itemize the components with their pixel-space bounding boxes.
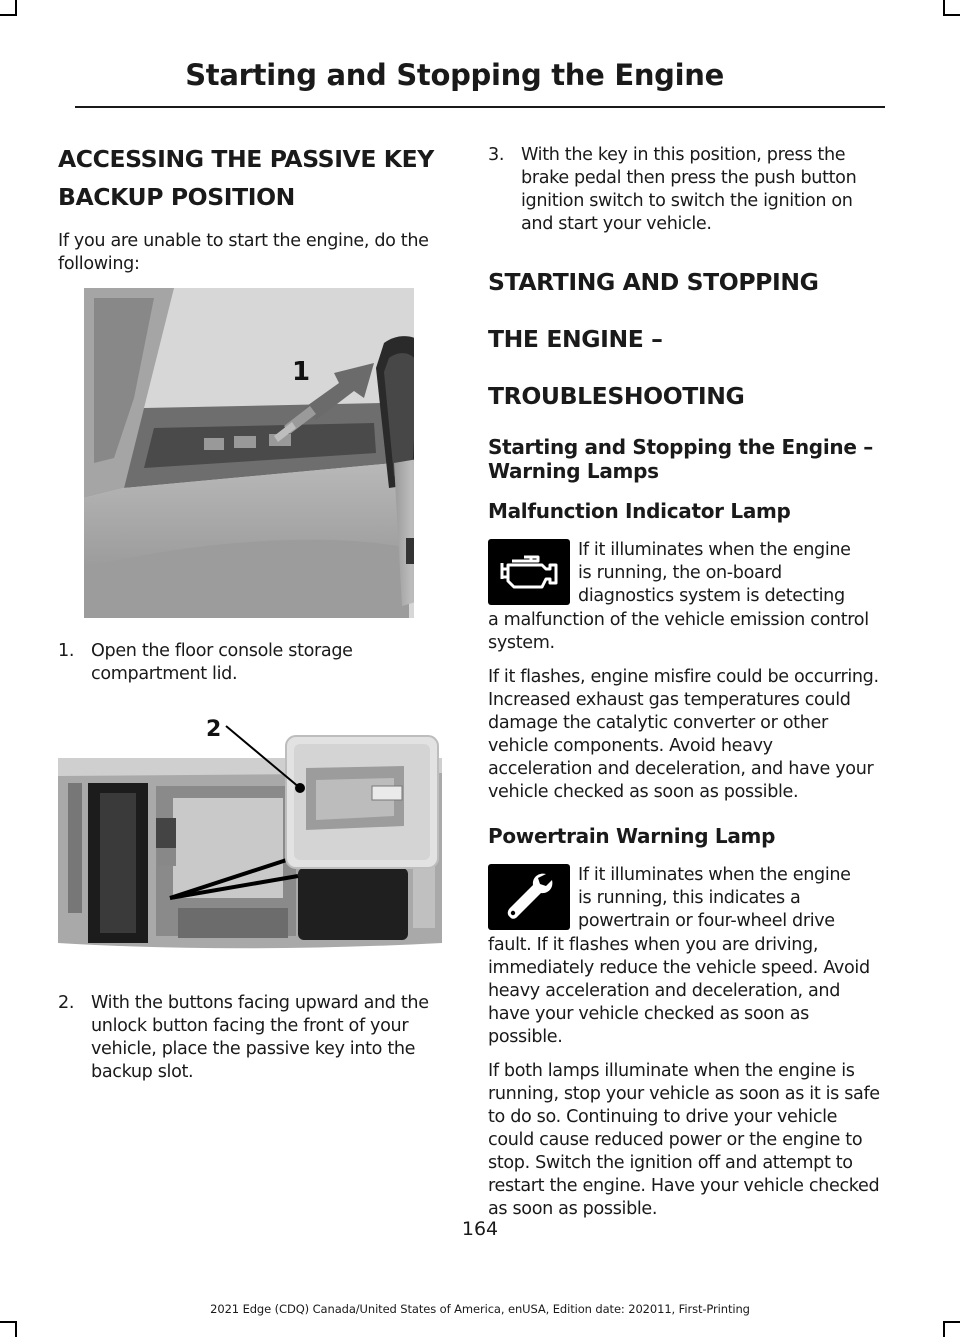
both-lamps-paragraph: If both lamps illuminate when the engine is running, stop your vehicle as soon as it is safe to do so. Continuing to drive your vehicle could cause reduced power or the engine to stop. Switch the ignition off and attempt to restart the engine. Have your vehicle checked as soon as possible. <box>488 1061 880 1219</box>
crop-mark <box>15 0 17 14</box>
callout-2: 2 <box>206 717 222 742</box>
step-1 <box>58 640 442 686</box>
pwl-line-a: If it illuminates when the engine <box>578 865 851 885</box>
check-engine-glyph <box>498 553 560 591</box>
backup-slot-illustration <box>58 698 442 960</box>
heading-line: ACCESSING THE PASSIVE KEY <box>58 145 434 173</box>
step-3 <box>488 144 881 236</box>
pwl-heading: Powertrain Warning Lamp <box>488 824 776 848</box>
console-lid-illustration <box>84 288 414 618</box>
step-text: Open the floor console storage compartment lid. <box>91 641 353 684</box>
footer: 2021 Edge (CDQ) Canada/United States of America, enUSA, Edition date: 202011, First-Printing <box>210 1302 750 1316</box>
crop-mark <box>0 14 17 16</box>
heading-line: THE ENGINE – <box>488 325 663 353</box>
check-engine-icon <box>488 539 570 605</box>
crop-mark <box>0 1321 17 1323</box>
step-number: 3. <box>488 145 505 165</box>
header-divider <box>75 106 885 108</box>
step-text: With the key in this position, press the brake pedal then press the push button ignition switch to switch the ignition on and start your vehicle. <box>521 145 857 234</box>
crop-mark <box>943 0 945 14</box>
mil-line-b: is running, the on-board <box>578 563 782 583</box>
wrench-glyph <box>502 870 556 924</box>
intro-text: If you are unable to start the engine, do the following: <box>58 231 429 274</box>
step-2 <box>58 992 442 1084</box>
mil-rest: a malfunction of the vehicle emission control system. <box>488 610 869 653</box>
left-column <box>58 140 442 1084</box>
section-heading <box>488 254 881 425</box>
step-text: With the buttons facing upward and the unlock button facing the front of your vehicle, place the passive key into the backup slot. <box>91 993 429 1082</box>
mil-line-c: diagnostics system is detecting <box>578 586 845 606</box>
heading-line: TROUBLESHOOTING <box>488 382 745 410</box>
crop-mark <box>943 1321 960 1323</box>
crop-mark <box>943 14 960 16</box>
section-heading <box>58 140 442 216</box>
pwl-paragraph <box>488 864 881 1049</box>
step-number: 2. <box>58 993 75 1013</box>
pwl-line-c: powertrain or four-wheel drive <box>578 911 835 931</box>
page-number: 164 <box>461 1218 499 1240</box>
mil-paragraph <box>488 539 881 655</box>
pwl-line-b: is running, this indicates a <box>578 888 801 908</box>
wrench-icon <box>488 864 570 930</box>
heading-line: BACKUP POSITION <box>58 183 295 211</box>
console-lid-drawing <box>84 288 414 618</box>
subsection-heading: Starting and Stopping the Engine – Warning Lamps <box>488 435 873 483</box>
crop-mark <box>15 1323 17 1337</box>
callout-1: 1 <box>292 357 311 387</box>
mil-heading: Malfunction Indicator Lamp <box>488 499 791 523</box>
backup-slot-drawing <box>58 698 442 960</box>
page-title: Starting and Stopping the Engine <box>185 58 724 92</box>
pwl-rest: fault. If it flashes when you are driving, immediately reduce the vehicle speed. Avoid heavy acceleration and deceleration, and have your vehicle checked as soon as possible. <box>488 935 870 1047</box>
mil-line-a: If it illuminates when the engine <box>578 540 851 560</box>
crop-mark <box>943 1323 945 1337</box>
step-number: 1. <box>58 641 75 661</box>
right-column <box>488 140 881 1221</box>
mil-flash-paragraph: If it flashes, engine misfire could be occurring. Increased exhaust gas temperatures could damage the catalytic converter or other vehicle components. Avoid heavy acceleration and deceleration, and have your vehicle checked as soon as possible. <box>488 667 879 802</box>
heading-line: STARTING AND STOPPING <box>488 268 819 296</box>
